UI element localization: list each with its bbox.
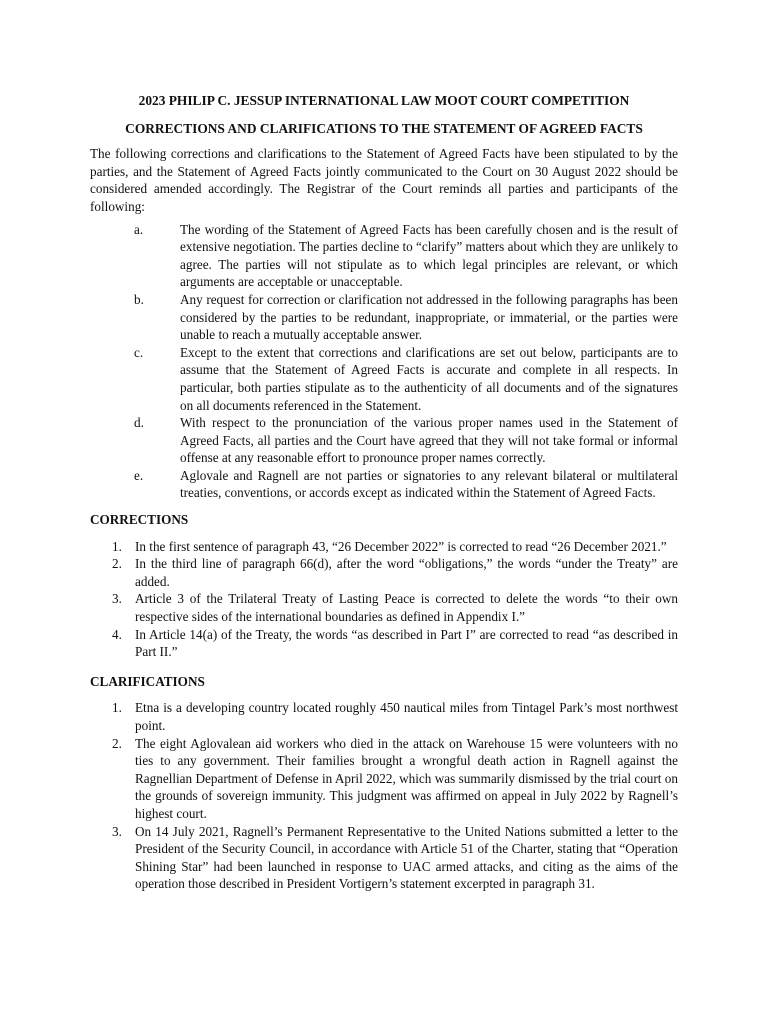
list-item-text: Any request for correction or clarification not addressed in the following paragraphs has been considered by the parties to be redundant, inappropriate, or immaterial, or the parties were unable to reach a mutually acceptable answer. xyxy=(180,291,678,343)
list-item-text: Aglovale and Ragnell are not parties or signatories to any relevant bilateral or multilateral treaties, conventions, or accords except as indicated within the Statement of Agreed Facts. xyxy=(180,467,678,501)
list-marker: d. xyxy=(134,415,144,431)
list-item-text: In the first sentence of paragraph 43, “26 December 2022” is corrected to read “26 December 2021.” xyxy=(135,538,667,554)
list-item xyxy=(90,823,678,893)
document-subtitle: CORRECTIONS AND CLARIFICATIONS TO THE STATEMENT OF AGREED FACTS xyxy=(125,120,643,136)
list-item xyxy=(90,699,678,734)
list-item xyxy=(90,414,678,467)
list-marker: b. xyxy=(134,291,144,307)
list-item-text: With respect to the pronunciation of the various proper names used in the Statement of Agreed Facts, all parties and the Court have agreed that they will not take formal or informal offense at any reasonable effort to pronounce proper names correctly. xyxy=(180,415,678,466)
list-item-text: Except to the extent that corrections and clarifications are set out below, participants are to assume that the Statement of Agreed Facts is accurate and complete in all respects. In particular, both parties stipulate as to the authenticity of all documents and of the signatures on all documents referenced in the Statement. xyxy=(180,344,678,413)
list-item xyxy=(90,467,678,502)
list-marker: 2. xyxy=(112,556,122,572)
list-item-text: In the third line of paragraph 66(d), after the word “obligations,” the words “under the Treaty” are added. xyxy=(135,556,678,589)
list-marker: 4. xyxy=(112,626,122,642)
list-item xyxy=(90,590,678,625)
list-item xyxy=(90,735,678,823)
list-item xyxy=(90,221,678,291)
intro-paragraph: The following corrections and clarifications to the Statement of Agreed Facts have been stipulated to by the parties, and the Statement of Agreed Facts jointly communicated to the Court on 30 August 2022 should be considered amended accordingly. The Registrar of the Court reminds all parties and participants of the following: xyxy=(90,146,678,214)
list-marker: e. xyxy=(134,467,144,483)
reminders-list xyxy=(90,221,678,503)
list-marker: a. xyxy=(134,221,144,237)
list-item xyxy=(90,555,678,590)
list-item xyxy=(90,344,678,414)
corrections-heading: CORRECTIONS xyxy=(90,512,189,528)
document-title: 2023 PHILIP C. JESSUP INTERNATIONAL LAW MOOT COURT COMPETITION xyxy=(138,93,630,108)
list-item-text: On 14 July 2021, Ragnell’s Permanent Representative to the United Nations submitted a letter to the President of the Security Council, in accordance with Article 51 of the Charter, stating that “Operation Shining Star” had been launched in response to UAC armed attacks, and citing as the aims of the operation those described in President Vortigern’s statement excerpted in paragraph 31. xyxy=(135,823,678,892)
list-marker: 2. xyxy=(112,735,122,751)
list-item xyxy=(90,538,678,556)
corrections-list xyxy=(90,538,678,661)
list-item xyxy=(90,291,678,344)
list-item-text: Etna is a developing country located roughly 450 nautical miles from Tintagel Park’s most northwest point. xyxy=(135,700,678,733)
list-marker: 3. xyxy=(112,823,122,839)
clarifications-heading: CLARIFICATIONS xyxy=(90,673,205,689)
list-marker: c. xyxy=(134,344,144,360)
list-item-text: Article 3 of the Trilateral Treaty of Lasting Peace is corrected to delete the words “to their own respective sides of the international boundaries as defined in Appendix I.” xyxy=(135,591,678,625)
list-marker: 3. xyxy=(112,591,122,607)
list-marker: 1. xyxy=(112,700,122,716)
list-item-text: The eight Aglovalean aid workers who died in the attack on Warehouse 15 were volunteers with no ties to any government. Their families brought a wrongful death action in Ragnell against the Ragnellian Department of Defense in April 2022, which was summarily dismissed by the trial court on the grounds of sovereign immunity. This judgment was affirmed on appeal in July 2022 by Ragnell’s highest court. xyxy=(135,735,678,821)
list-marker: 1. xyxy=(112,538,122,554)
clarifications-list xyxy=(90,699,678,893)
list-item-text: The wording of the Statement of Agreed Facts has been carefully chosen and is the result of extensive negotiation. The parties decline to “clarify” matters about which they are unlikely to agree. The parties will not stipulate as to which legal principles are relevant, or which arguments are acceptable or unacceptable. xyxy=(180,221,678,290)
list-item xyxy=(90,626,678,661)
list-item-text: In Article 14(a) of the Treaty, the words “as described in Part I” are corrected to read “as described in Part II.” xyxy=(135,626,678,660)
